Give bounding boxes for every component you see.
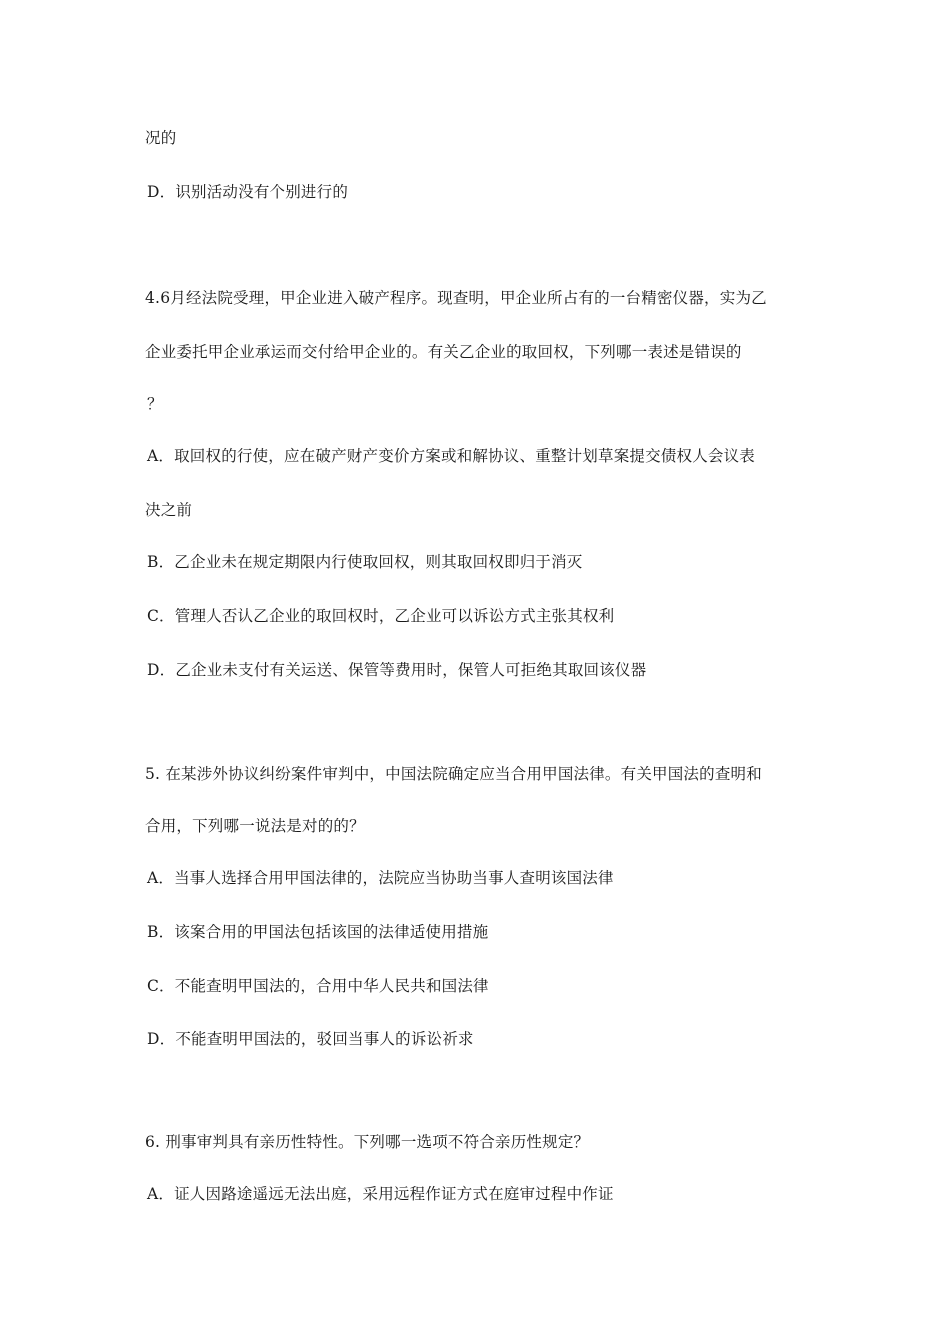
option-line: A．当事人选择合用甲国法律的，法院应当协助当事人查明该国法律 [147, 869, 614, 887]
option-line: D．乙企业未支付有关运送、保管等费用时，保管人可拒绝其取回该仪器 [147, 661, 647, 679]
option-line: 决之前 [145, 501, 193, 519]
option-line: B．乙企业未在规定期限内行使取回权，则其取回权即归于消灭 [147, 553, 583, 571]
option-line: A．取回权的行使，应在破产财产变价方案或和解协议、重整计划草案提交债权人会议表 [147, 447, 755, 465]
question-line: 企业委托甲企业承运而交付给甲企业的。有关乙企业的取回权，下列哪一表述是错误的 [145, 343, 742, 361]
option-line: C．不能查明甲国法的，合用中华人民共和国法律 [147, 977, 489, 995]
question-line: ？ [147, 395, 163, 413]
question-line: 6. 刑事审判具有亲历性特性。下列哪一选项不符合亲历性规定？ [145, 1133, 590, 1151]
option-line: D．识别活动没有个别进行的 [147, 183, 349, 201]
text-line: 况的 [145, 129, 177, 147]
option-line: A．证人因路途遥远无法出庭，采用远程作证方式在庭审过程中作证 [147, 1185, 614, 1203]
question-line: 4.6月经法院受理，甲企业进入破产程序。现查明，甲企业所占有的一台精密仪器，实为乙 [145, 289, 767, 307]
question-line: 5. 在某涉外协议纠纷案件审判中，中国法院确定应当合用甲国法律。有关甲国法的查明和 [145, 765, 762, 783]
option-line: C．管理人否认乙企业的取回权时，乙企业可以诉讼方式主张其权利 [147, 607, 615, 625]
option-line: B．该案合用的甲国法包括该国的法律适使用措施 [147, 923, 489, 941]
option-line: D．不能查明甲国法的，驳回当事人的诉讼祈求 [147, 1030, 474, 1048]
question-line: 合用，下列哪一说法是对的的？ [145, 817, 365, 835]
